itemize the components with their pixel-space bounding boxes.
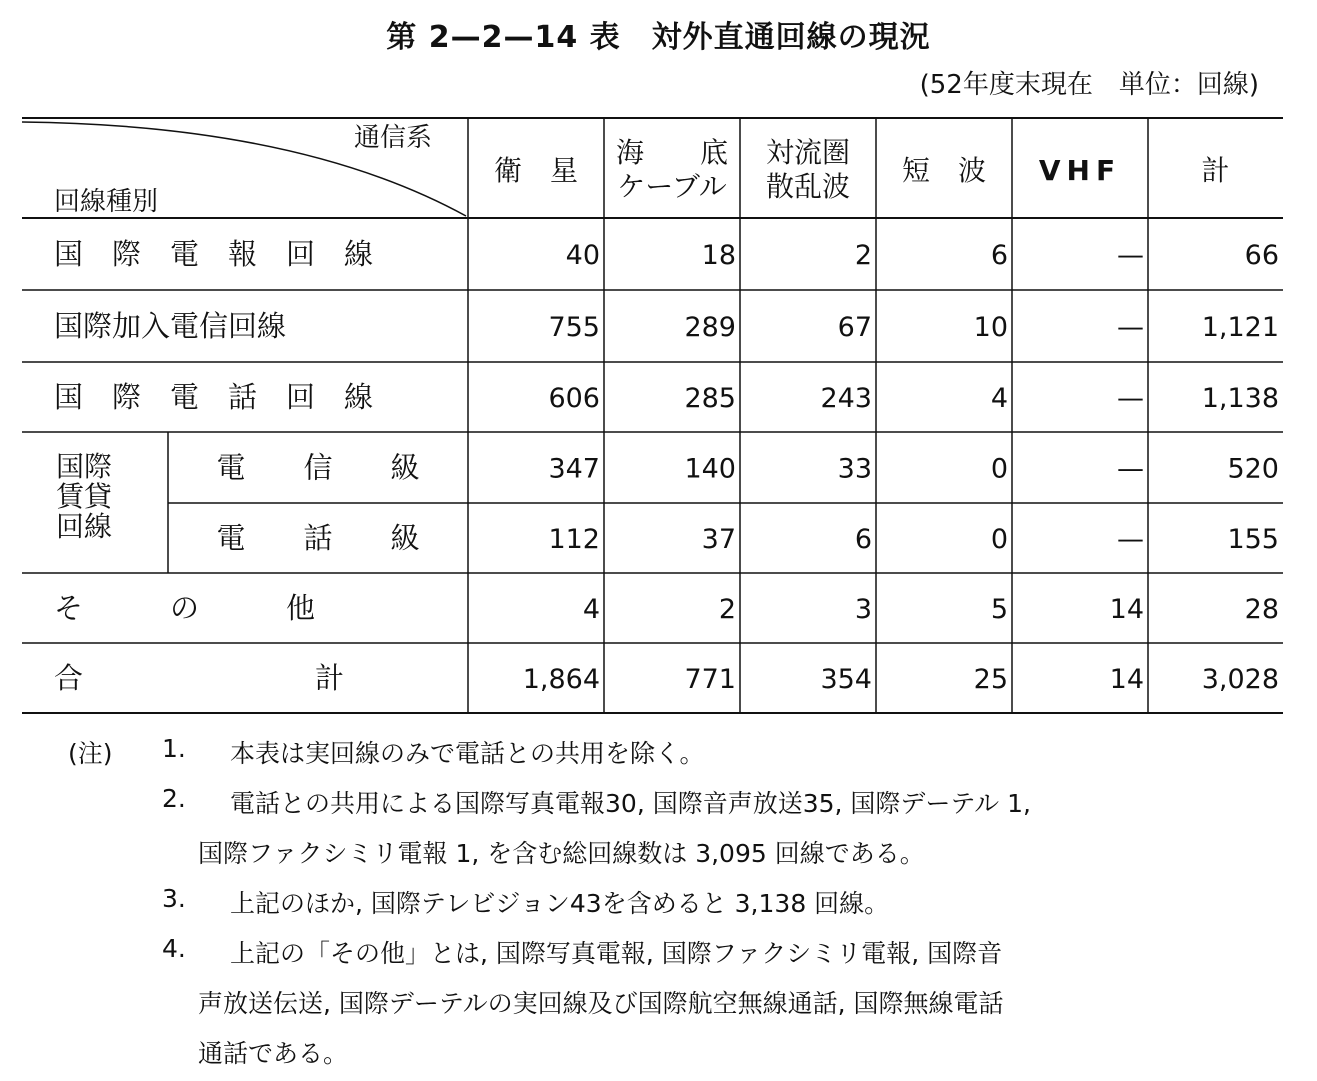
cell-r6-c1: 771 bbox=[684, 664, 736, 695]
note-4-continued-2 bbox=[50, 1028, 1290, 1078]
row-label-3: 電 信 級 bbox=[216, 450, 420, 485]
row-label-5: そ の 他 bbox=[54, 591, 316, 625]
column-header-5: 計 bbox=[1201, 154, 1230, 187]
cell-r4-c1: 37 bbox=[701, 524, 736, 555]
note-3 bbox=[50, 878, 1290, 928]
cell-r1-c2: 67 bbox=[837, 312, 872, 343]
cell-r2-c4: — bbox=[1117, 383, 1144, 414]
cell-r6-c4: 14 bbox=[1109, 664, 1144, 695]
note-2 bbox=[50, 778, 1290, 828]
cell-r2-c0: 606 bbox=[548, 383, 600, 414]
cell-r1-c0: 755 bbox=[548, 312, 600, 343]
cell-r5-c2: 3 bbox=[854, 594, 872, 625]
cell-r1-c4: — bbox=[1117, 312, 1144, 343]
row-label-2: 国 際 電 話 回 線 bbox=[54, 380, 374, 414]
row-label-1: 国際加入電信回線 bbox=[54, 309, 287, 343]
column-header-3: 短 波 bbox=[901, 154, 987, 187]
cell-r1-c3: 10 bbox=[973, 312, 1008, 343]
cell-r3-c2: 33 bbox=[837, 453, 872, 485]
cell-r0-c2: 2 bbox=[854, 240, 872, 271]
cell-r4-c4: — bbox=[1117, 524, 1144, 555]
corner-bottom-label: 回線種別 bbox=[54, 187, 159, 217]
cell-r4-c5: 155 bbox=[1227, 524, 1279, 555]
notes-heading: (注) bbox=[68, 739, 113, 768]
note-3-text: 上記のほか, 国際テレビジョン43を含めると 3,138 回線。 bbox=[230, 889, 890, 918]
column-header-2-line-1: 散乱波 bbox=[765, 170, 851, 203]
row-label-4: 電 話 級 bbox=[216, 521, 420, 555]
cell-r3-c0: 347 bbox=[548, 453, 600, 485]
note-1-text: 本表は実回線のみで電話との共用を除く。 bbox=[230, 739, 705, 768]
cell-r2-c5: 1,138 bbox=[1201, 383, 1279, 414]
column-header-0: 衛 星 bbox=[493, 154, 579, 187]
column-header-1-line-1: ケーブル bbox=[617, 170, 727, 203]
cell-r4-c3: 0 bbox=[990, 524, 1008, 555]
row-label-6: 合 計 bbox=[54, 661, 345, 695]
note-4-number: 4. bbox=[162, 934, 186, 963]
cell-r0-c3: 6 bbox=[990, 240, 1008, 271]
group-label-line-0: 国際 bbox=[56, 450, 113, 483]
cell-r5-c0: 4 bbox=[582, 594, 600, 625]
column-header-1-line-0: 海 底 bbox=[615, 136, 729, 169]
note-2-continued bbox=[50, 828, 1290, 878]
group-label-line-2: 回線 bbox=[56, 510, 113, 543]
cell-r5-c1: 2 bbox=[718, 594, 736, 625]
cell-r4-c2: 6 bbox=[854, 524, 872, 555]
note-4 bbox=[50, 928, 1290, 978]
cell-r2-c2: 243 bbox=[820, 383, 872, 414]
table-cells bbox=[523, 240, 1279, 695]
note-1 bbox=[50, 728, 1290, 778]
cell-r3-c3: 0 bbox=[990, 453, 1008, 485]
note-4-text-line3: 通話である。 bbox=[198, 1039, 349, 1068]
cell-r3-c1: 140 bbox=[684, 453, 736, 485]
group-label-line-1: 賃貸 bbox=[56, 480, 113, 513]
notes bbox=[50, 728, 1290, 1078]
note-4-text: 上記の「その他」とは, 国際写真電報, 国際ファクシミリ電報, 国際音 bbox=[230, 939, 1003, 968]
note-2-text: 電話との共用による国際写真電報30, 国際音声放送35, 国際デーテル 1, bbox=[230, 789, 1031, 818]
cell-r6-c5: 3,028 bbox=[1201, 664, 1279, 695]
note-2-text-line2: 国際ファクシミリ電報 1, を含む総回線数は 3,095 回線である。 bbox=[198, 839, 925, 868]
table-title: 第 2—2—14 表 対外直通回線の現況 bbox=[386, 20, 931, 55]
row-label-0: 国 際 電 報 回 線 bbox=[54, 237, 374, 271]
cell-r6-c0: 1,864 bbox=[522, 664, 600, 695]
row-labels bbox=[54, 237, 420, 695]
cell-r2-c1: 285 bbox=[684, 383, 736, 414]
note-4-continued bbox=[50, 978, 1290, 1028]
cell-r4-c0: 112 bbox=[548, 524, 600, 555]
corner-top-label: 通信系 bbox=[353, 123, 432, 153]
cell-r3-c4: — bbox=[1117, 453, 1144, 485]
note-1-number: 1. bbox=[162, 734, 186, 763]
unit-note: (52年度末現在 単位：回線) bbox=[919, 70, 1259, 100]
cell-r0-c0: 40 bbox=[565, 240, 600, 271]
cell-r3-c5: 520 bbox=[1227, 453, 1279, 485]
cell-r0-c5: 66 bbox=[1244, 240, 1279, 271]
cell-r6-c3: 25 bbox=[973, 664, 1008, 695]
cell-r1-c1: 289 bbox=[684, 312, 736, 343]
column-header-2-line-0: 対流圏 bbox=[765, 136, 851, 169]
cell-r0-c1: 18 bbox=[701, 240, 736, 271]
cell-r5-c5: 28 bbox=[1244, 594, 1279, 625]
cell-r1-c5: 1,121 bbox=[1201, 312, 1279, 343]
note-4-text-line2: 声放送伝送, 国際デーテルの実回線及び国際航空無線通話, 国際無線電話 bbox=[198, 989, 1004, 1018]
cell-r6-c2: 354 bbox=[820, 664, 872, 695]
column-header-4: VHF bbox=[1038, 154, 1122, 187]
note-3-number: 3. bbox=[162, 884, 186, 913]
note-2-number: 2. bbox=[162, 784, 186, 813]
cell-r2-c3: 4 bbox=[990, 383, 1008, 414]
cell-r5-c3: 5 bbox=[990, 594, 1008, 625]
cell-r5-c4: 14 bbox=[1109, 594, 1144, 625]
cell-r0-c4: — bbox=[1117, 240, 1144, 271]
